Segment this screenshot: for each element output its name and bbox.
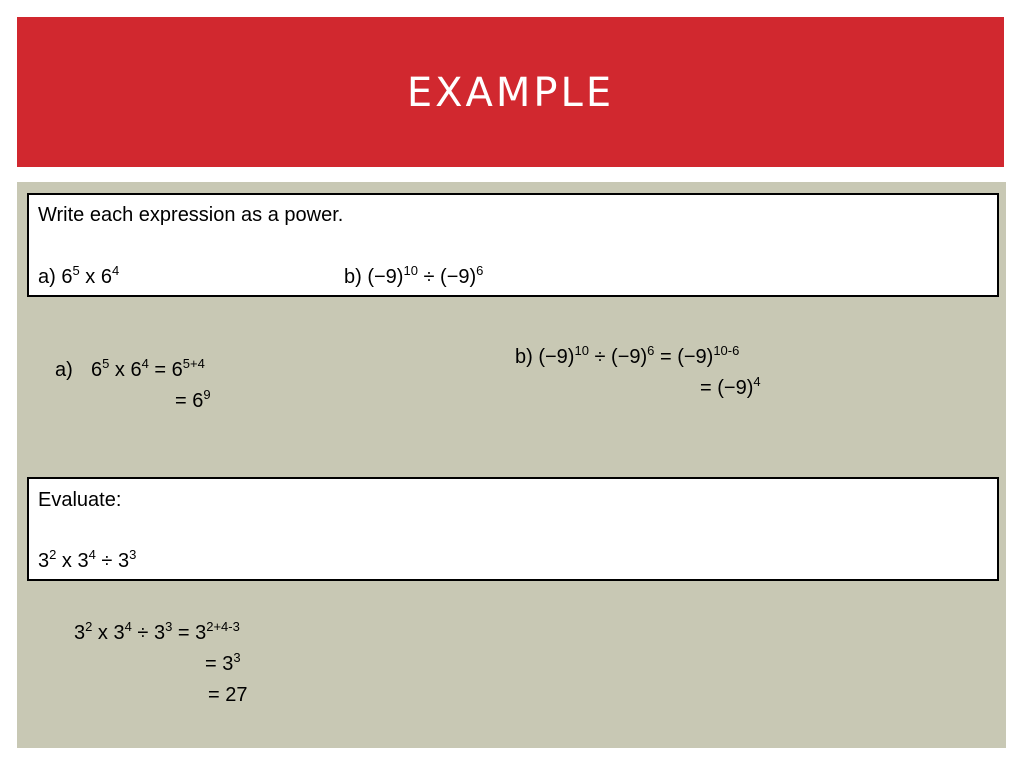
operator: x [79,266,101,288]
exponent: 2+4-3 [206,619,240,634]
solution-a-label: a) [55,359,73,381]
solution-2-line-2 [205,652,241,676]
exponent: 3 [129,547,137,562]
equals: = [175,390,193,412]
base: (−9) [440,266,477,288]
equals: = [654,346,678,368]
exponent: 2 [49,547,57,562]
exponent: 3 [165,619,173,634]
base: 6 [100,266,112,288]
exponent: 10-6 [713,343,740,358]
base: (−9) [717,377,754,399]
base: 3 [77,550,89,572]
exponent: 2 [85,619,93,634]
exponent: 4 [124,619,132,634]
title-bar [17,17,1004,167]
base: 3 [117,550,130,572]
operator: ÷ [95,550,118,572]
equals: = [205,653,223,675]
part-b-label: b) [344,266,368,288]
exponent: 3 [233,650,241,665]
base: (−9) [538,346,575,368]
solution-b-line-1 [515,345,739,369]
part-b-label: b) [515,346,539,368]
solution-a-line-1 [91,358,205,382]
base: 6 [171,359,183,381]
base: 6 [192,390,204,412]
operator: ÷ [588,346,612,368]
exponent: 4 [111,263,120,278]
exponent: 5+4 [182,356,205,371]
problem-1-part-b [344,265,483,289]
base: 6 [130,359,142,381]
base: 6 [91,359,103,381]
base: 6 [61,266,73,288]
base: (−9) [367,266,404,288]
operator: x [109,359,131,381]
solution-b-line-2 [700,376,761,400]
exponent: 10 [403,263,418,278]
base: (−9) [677,346,714,368]
problem-2-prompt: Evaluate: [38,489,122,511]
exponent: 5 [72,263,80,278]
exponent: 6 [476,263,484,278]
equals: = [172,622,196,644]
exponent: 6 [647,343,655,358]
solution-2-line-1 [74,621,240,645]
exponent: 9 [203,387,211,402]
exponent: 5 [102,356,110,371]
exponent: 4 [753,374,761,389]
operator: x [92,622,114,644]
exponent: 4 [141,356,149,371]
equals: = [148,359,172,381]
problem-1-part-a [38,265,119,289]
base: (−9) [611,346,648,368]
solution-2-line-3: = 27 [208,684,248,706]
exponent: 10 [574,343,589,358]
base: 3 [38,550,50,572]
exponent: 4 [88,547,96,562]
base: 3 [222,653,234,675]
problem-1-prompt: Write each expression as a power. [38,204,344,226]
base: 3 [74,622,86,644]
base: 3 [113,622,125,644]
operator: ÷ [417,266,441,288]
part-a-label: a) [38,266,62,288]
equals: = [700,377,718,399]
operator: x [56,550,78,572]
solution-a-line-2 [175,389,211,413]
operator: ÷ [131,622,154,644]
base: 3 [153,622,166,644]
base: 3 [195,622,207,644]
problem-2-box [27,477,999,581]
problem-2-expression [38,549,136,573]
slide-title: EXAMPLE [406,70,615,116]
